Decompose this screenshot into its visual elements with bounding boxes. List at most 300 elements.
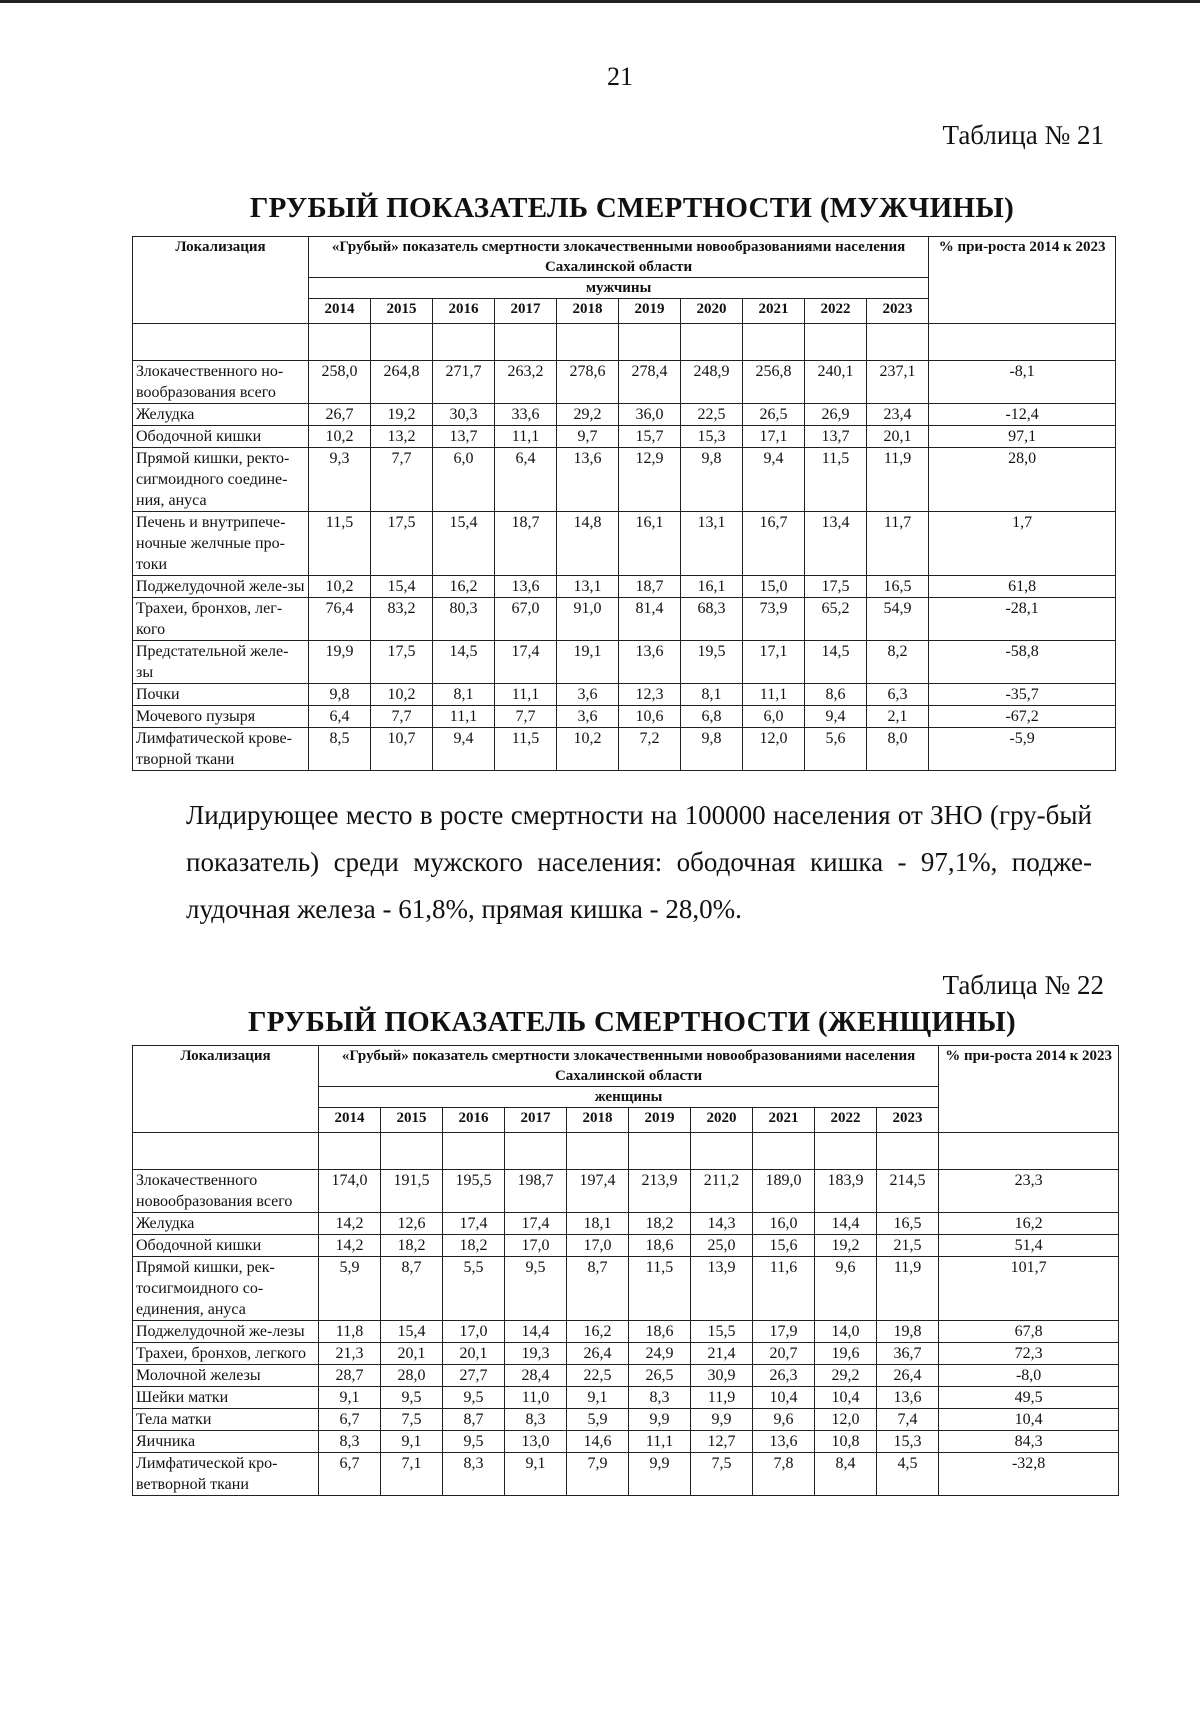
value-cell: 11,5 bbox=[629, 1257, 691, 1321]
year-header: 2016 bbox=[433, 299, 495, 324]
value-cell: 13,7 bbox=[433, 426, 495, 448]
value-cell: 12,3 bbox=[619, 684, 681, 706]
value-cell: 7,8 bbox=[753, 1453, 815, 1496]
value-cell: 28,0 bbox=[381, 1365, 443, 1387]
growth-cell: -5,9 bbox=[929, 728, 1116, 771]
value-cell: 91,0 bbox=[557, 598, 619, 641]
row-label: Молочной железы bbox=[133, 1365, 319, 1387]
year-header: 2019 bbox=[619, 299, 681, 324]
value-cell: 20,1 bbox=[443, 1343, 505, 1365]
year-header: 2021 bbox=[753, 1108, 815, 1133]
value-cell: 13,4 bbox=[805, 512, 867, 576]
value-cell: 9,3 bbox=[309, 448, 371, 512]
value-cell: 11,9 bbox=[867, 448, 929, 512]
growth-cell: -32,8 bbox=[939, 1453, 1119, 1496]
value-cell: 54,9 bbox=[867, 598, 929, 641]
table-row bbox=[133, 512, 1116, 576]
value-cell: 29,2 bbox=[815, 1365, 877, 1387]
value-cell: 17,4 bbox=[495, 641, 557, 684]
value-cell: 9,6 bbox=[815, 1257, 877, 1321]
table-row bbox=[133, 684, 1116, 706]
row-label: Поджелудочной же-лезы bbox=[133, 1321, 319, 1343]
value-cell: 12,0 bbox=[815, 1409, 877, 1431]
year-header: 2020 bbox=[681, 299, 743, 324]
value-cell: 10,4 bbox=[815, 1387, 877, 1409]
table-22-title: ГРУБЫЙ ПОКАЗАТЕЛЬ СМЕРТНОСТИ (ЖЕНЩИНЫ) bbox=[248, 1006, 1016, 1038]
value-cell: 20,1 bbox=[867, 426, 929, 448]
growth-cell: 51,4 bbox=[939, 1235, 1119, 1257]
value-cell: 8,5 bbox=[309, 728, 371, 771]
value-cell: 263,2 bbox=[495, 361, 557, 404]
growth-cell: -58,8 bbox=[929, 641, 1116, 684]
value-cell: 14,3 bbox=[691, 1213, 753, 1235]
value-cell: 10,2 bbox=[371, 684, 433, 706]
table-21-title: ГРУБЫЙ ПОКАЗАТЕЛЬ СМЕРТНОСТИ (МУЖЧИНЫ) bbox=[249, 192, 1015, 224]
value-cell: 5,9 bbox=[319, 1257, 381, 1321]
year-header: 2017 bbox=[495, 299, 557, 324]
value-cell: 22,5 bbox=[567, 1365, 629, 1387]
year-header: 2018 bbox=[557, 299, 619, 324]
value-cell: 11,9 bbox=[877, 1257, 939, 1321]
value-cell: 197,4 bbox=[567, 1170, 629, 1213]
value-cell: 6,4 bbox=[309, 706, 371, 728]
growth-cell: 67,8 bbox=[939, 1321, 1119, 1343]
value-cell: 16,7 bbox=[743, 512, 805, 576]
value-cell: 16,1 bbox=[619, 512, 681, 576]
value-cell: 198,7 bbox=[505, 1170, 567, 1213]
value-cell: 10,6 bbox=[619, 706, 681, 728]
row-label: Ободочной кишки bbox=[133, 426, 309, 448]
value-cell: 13,6 bbox=[495, 576, 557, 598]
value-cell: 6,3 bbox=[867, 684, 929, 706]
table-row bbox=[133, 1343, 1119, 1365]
value-cell: 30,3 bbox=[433, 404, 495, 426]
value-cell: 271,7 bbox=[433, 361, 495, 404]
value-cell: 8,7 bbox=[381, 1257, 443, 1321]
growth-cell: -8,0 bbox=[939, 1365, 1119, 1387]
header-localization: Локализация bbox=[133, 1046, 319, 1133]
value-cell: 214,5 bbox=[877, 1170, 939, 1213]
value-cell: 23,4 bbox=[867, 404, 929, 426]
row-label: Мочевого пузыря bbox=[133, 706, 309, 728]
value-cell: 13,6 bbox=[877, 1387, 939, 1409]
row-label: Трахеи, бронхов, лег-кого bbox=[133, 598, 309, 641]
growth-cell: 1,7 bbox=[929, 512, 1116, 576]
row-label: Яичника bbox=[133, 1431, 319, 1453]
header-sex: женщины bbox=[319, 1087, 939, 1108]
value-cell: 5,5 bbox=[443, 1257, 505, 1321]
table-row bbox=[133, 1170, 1119, 1213]
year-header: 2022 bbox=[805, 299, 867, 324]
year-header: 2018 bbox=[567, 1108, 629, 1133]
growth-cell: 84,3 bbox=[939, 1431, 1119, 1453]
value-cell: 12,6 bbox=[381, 1213, 443, 1235]
value-cell: 17,0 bbox=[443, 1321, 505, 1343]
value-cell: 13,0 bbox=[505, 1431, 567, 1453]
row-label: Шейки матки bbox=[133, 1387, 319, 1409]
value-cell: 9,8 bbox=[681, 728, 743, 771]
value-cell: 29,2 bbox=[557, 404, 619, 426]
growth-cell: 101,7 bbox=[939, 1257, 1119, 1321]
value-cell: 15,4 bbox=[433, 512, 495, 576]
value-cell: 26,4 bbox=[877, 1365, 939, 1387]
value-cell: 191,5 bbox=[381, 1170, 443, 1213]
value-cell: 189,0 bbox=[753, 1170, 815, 1213]
value-cell: 21,3 bbox=[319, 1343, 381, 1365]
value-cell: 8,6 bbox=[805, 684, 867, 706]
value-cell: 9,1 bbox=[505, 1453, 567, 1496]
year-header: 2022 bbox=[815, 1108, 877, 1133]
value-cell: 19,5 bbox=[681, 641, 743, 684]
year-header: 2021 bbox=[743, 299, 805, 324]
header-growth: % при-роста 2014 к 2023 bbox=[939, 1046, 1119, 1133]
table-21-men-mortality bbox=[132, 236, 1116, 771]
value-cell: 10,2 bbox=[557, 728, 619, 771]
growth-cell: -35,7 bbox=[929, 684, 1116, 706]
value-cell: 14,5 bbox=[433, 641, 495, 684]
value-cell: 11,5 bbox=[309, 512, 371, 576]
value-cell: 9,8 bbox=[681, 448, 743, 512]
value-cell: 19,2 bbox=[371, 404, 433, 426]
value-cell: 10,7 bbox=[371, 728, 433, 771]
row-label: Ободочной кишки bbox=[133, 1235, 319, 1257]
year-header: 2014 bbox=[309, 299, 371, 324]
table-row bbox=[133, 361, 1116, 404]
table-row bbox=[133, 598, 1116, 641]
table-22-women-mortality bbox=[132, 1045, 1119, 1496]
value-cell: 27,7 bbox=[443, 1365, 505, 1387]
value-cell: 16,5 bbox=[867, 576, 929, 598]
value-cell: 15,3 bbox=[877, 1431, 939, 1453]
value-cell: 81,4 bbox=[619, 598, 681, 641]
value-cell: 8,3 bbox=[629, 1387, 691, 1409]
value-cell: 28,7 bbox=[319, 1365, 381, 1387]
value-cell: 8,3 bbox=[505, 1409, 567, 1431]
value-cell: 13,7 bbox=[805, 426, 867, 448]
value-cell: 6,7 bbox=[319, 1453, 381, 1496]
value-cell: 7,5 bbox=[691, 1453, 753, 1496]
value-cell: 7,7 bbox=[371, 448, 433, 512]
value-cell: 36,7 bbox=[877, 1343, 939, 1365]
table-row bbox=[133, 1409, 1119, 1431]
year-header: 2023 bbox=[867, 299, 929, 324]
growth-cell: -67,2 bbox=[929, 706, 1116, 728]
value-cell: 13,2 bbox=[371, 426, 433, 448]
value-cell: 9,1 bbox=[567, 1387, 629, 1409]
value-cell: 9,8 bbox=[309, 684, 371, 706]
value-cell: 11,1 bbox=[495, 426, 557, 448]
value-cell: 19,3 bbox=[505, 1343, 567, 1365]
growth-cell: -12,4 bbox=[929, 404, 1116, 426]
row-label: Прямой кишки, ректо-сигмоидного соедине-ния, ануса bbox=[133, 448, 309, 512]
growth-cell: 10,4 bbox=[939, 1409, 1119, 1431]
value-cell: 7,9 bbox=[567, 1453, 629, 1496]
value-cell: 14,4 bbox=[815, 1213, 877, 1235]
value-cell: 8,3 bbox=[319, 1431, 381, 1453]
growth-cell: 72,3 bbox=[939, 1343, 1119, 1365]
table-row bbox=[133, 1453, 1119, 1496]
value-cell: 8,1 bbox=[433, 684, 495, 706]
value-cell: 14,6 bbox=[567, 1431, 629, 1453]
table-row bbox=[133, 1387, 1119, 1409]
value-cell: 80,3 bbox=[433, 598, 495, 641]
value-cell: 174,0 bbox=[319, 1170, 381, 1213]
value-cell: 18,6 bbox=[629, 1321, 691, 1343]
value-cell: 13,6 bbox=[557, 448, 619, 512]
year-header: 2023 bbox=[877, 1108, 939, 1133]
value-cell: 8,2 bbox=[867, 641, 929, 684]
page-number: 21 bbox=[607, 62, 633, 91]
value-cell: 7,7 bbox=[371, 706, 433, 728]
row-label: Желудка bbox=[133, 404, 309, 426]
table-row bbox=[133, 426, 1116, 448]
value-cell: 264,8 bbox=[371, 361, 433, 404]
year-header: 2014 bbox=[319, 1108, 381, 1133]
value-cell: 248,9 bbox=[681, 361, 743, 404]
value-cell: 8,0 bbox=[867, 728, 929, 771]
value-cell: 11,6 bbox=[753, 1257, 815, 1321]
value-cell: 7,5 bbox=[381, 1409, 443, 1431]
value-cell: 17,5 bbox=[371, 641, 433, 684]
value-cell: 21,4 bbox=[691, 1343, 753, 1365]
value-cell: 5,6 bbox=[805, 728, 867, 771]
value-cell: 11,9 bbox=[691, 1387, 753, 1409]
value-cell: 17,9 bbox=[753, 1321, 815, 1343]
value-cell: 15,6 bbox=[753, 1235, 815, 1257]
table-row bbox=[133, 448, 1116, 512]
value-cell: 11,1 bbox=[433, 706, 495, 728]
value-cell: 36,0 bbox=[619, 404, 681, 426]
value-cell: 18,2 bbox=[629, 1213, 691, 1235]
value-cell: 11,7 bbox=[867, 512, 929, 576]
value-cell: 9,4 bbox=[805, 706, 867, 728]
value-cell: 6,0 bbox=[433, 448, 495, 512]
table-row bbox=[133, 1235, 1119, 1257]
value-cell: 8,1 bbox=[681, 684, 743, 706]
table-21-body bbox=[133, 324, 1116, 771]
growth-cell: 49,5 bbox=[939, 1387, 1119, 1409]
value-cell: 14,4 bbox=[505, 1321, 567, 1343]
value-cell: 278,6 bbox=[557, 361, 619, 404]
value-cell: 83,2 bbox=[371, 598, 433, 641]
value-cell: 10,2 bbox=[309, 576, 371, 598]
spacer-row bbox=[133, 1133, 1119, 1170]
year-header: 2015 bbox=[381, 1108, 443, 1133]
row-label: Печень и внутрипече-ночные желчные про-токи bbox=[133, 512, 309, 576]
value-cell: 16,0 bbox=[753, 1213, 815, 1235]
value-cell: 18,7 bbox=[619, 576, 681, 598]
value-cell: 17,4 bbox=[443, 1213, 505, 1235]
value-cell: 12,0 bbox=[743, 728, 805, 771]
header-main: «Грубый» показатель смертности злокачественными новообразованиями населения Сахалинской области bbox=[309, 237, 929, 278]
growth-cell: 97,1 bbox=[929, 426, 1116, 448]
year-header: 2016 bbox=[443, 1108, 505, 1133]
value-cell: 26,4 bbox=[567, 1343, 629, 1365]
table-row bbox=[133, 1431, 1119, 1453]
row-label: Лимфатической кро-ветворной ткани bbox=[133, 1453, 319, 1496]
value-cell: 14,2 bbox=[319, 1213, 381, 1235]
value-cell: 14,2 bbox=[319, 1235, 381, 1257]
table-row bbox=[133, 1365, 1119, 1387]
value-cell: 6,4 bbox=[495, 448, 557, 512]
growth-cell: 28,0 bbox=[929, 448, 1116, 512]
value-cell: 17,0 bbox=[567, 1235, 629, 1257]
year-header: 2020 bbox=[691, 1108, 753, 1133]
summary-paragraph: Лидирующее место в росте смертности на 100000 населения от ЗНО (гру-бый показатель) среди мужского населения: ободочная кишка - 97,1%, подже-лудочная железа - 61,8%, прямая кишка - 28,0%. bbox=[186, 800, 1092, 924]
table-row bbox=[133, 706, 1116, 728]
header-sex: мужчины bbox=[309, 278, 929, 299]
value-cell: 13,6 bbox=[619, 641, 681, 684]
value-cell: 76,4 bbox=[309, 598, 371, 641]
row-label: Поджелудочной желе-зы bbox=[133, 576, 309, 598]
table-row bbox=[133, 728, 1116, 771]
value-cell: 9,5 bbox=[505, 1257, 567, 1321]
value-cell: 10,8 bbox=[815, 1431, 877, 1453]
value-cell: 9,7 bbox=[557, 426, 619, 448]
value-cell: 12,7 bbox=[691, 1431, 753, 1453]
value-cell: 8,3 bbox=[443, 1453, 505, 1496]
value-cell: 9,9 bbox=[691, 1409, 753, 1431]
value-cell: 17,5 bbox=[805, 576, 867, 598]
value-cell: 3,6 bbox=[557, 706, 619, 728]
value-cell: 7,4 bbox=[877, 1409, 939, 1431]
value-cell: 21,5 bbox=[877, 1235, 939, 1257]
value-cell: 211,2 bbox=[691, 1170, 753, 1213]
value-cell: 11,1 bbox=[743, 684, 805, 706]
value-cell: 7,2 bbox=[619, 728, 681, 771]
value-cell: 10,4 bbox=[753, 1387, 815, 1409]
value-cell: 6,0 bbox=[743, 706, 805, 728]
value-cell: 15,7 bbox=[619, 426, 681, 448]
value-cell: 9,1 bbox=[319, 1387, 381, 1409]
growth-cell: 61,8 bbox=[929, 576, 1116, 598]
value-cell: 17,1 bbox=[743, 426, 805, 448]
table-row bbox=[133, 404, 1116, 426]
spacer-row bbox=[133, 324, 1116, 361]
value-cell: 16,2 bbox=[567, 1321, 629, 1343]
value-cell: 13,1 bbox=[557, 576, 619, 598]
value-cell: 237,1 bbox=[867, 361, 929, 404]
value-cell: 18,2 bbox=[443, 1235, 505, 1257]
value-cell: 9,9 bbox=[629, 1453, 691, 1496]
value-cell: 18,1 bbox=[567, 1213, 629, 1235]
value-cell: 9,5 bbox=[381, 1387, 443, 1409]
row-label: Тела матки bbox=[133, 1409, 319, 1431]
row-label: Злокачественного новообразования всего bbox=[133, 1170, 319, 1213]
value-cell: 14,8 bbox=[557, 512, 619, 576]
value-cell: 256,8 bbox=[743, 361, 805, 404]
row-label: Почки bbox=[133, 684, 309, 706]
value-cell: 24,9 bbox=[629, 1343, 691, 1365]
value-cell: 183,9 bbox=[815, 1170, 877, 1213]
header-localization: Локализация bbox=[133, 237, 309, 324]
value-cell: 19,1 bbox=[557, 641, 619, 684]
value-cell: 17,0 bbox=[505, 1235, 567, 1257]
table-row bbox=[133, 1257, 1119, 1321]
value-cell: 14,5 bbox=[805, 641, 867, 684]
table-row bbox=[133, 1213, 1119, 1235]
value-cell: 19,6 bbox=[815, 1343, 877, 1365]
value-cell: 73,9 bbox=[743, 598, 805, 641]
growth-cell: 16,2 bbox=[939, 1213, 1119, 1235]
header-growth: % при-роста 2014 к 2023 bbox=[929, 237, 1116, 324]
value-cell: 15,5 bbox=[691, 1321, 753, 1343]
value-cell: 16,1 bbox=[681, 576, 743, 598]
value-cell: 9,4 bbox=[433, 728, 495, 771]
value-cell: 278,4 bbox=[619, 361, 681, 404]
value-cell: 8,7 bbox=[567, 1257, 629, 1321]
value-cell: 65,2 bbox=[805, 598, 867, 641]
growth-cell: -28,1 bbox=[929, 598, 1116, 641]
row-label: Злокачественного но-вообразования всего bbox=[133, 361, 309, 404]
row-label: Трахеи, бронхов, легкого bbox=[133, 1343, 319, 1365]
growth-cell: 23,3 bbox=[939, 1170, 1119, 1213]
value-cell: 6,7 bbox=[319, 1409, 381, 1431]
year-header: 2015 bbox=[371, 299, 433, 324]
value-cell: 213,9 bbox=[629, 1170, 691, 1213]
value-cell: 9,6 bbox=[753, 1409, 815, 1431]
table-row bbox=[133, 1321, 1119, 1343]
value-cell: 33,6 bbox=[495, 404, 557, 426]
value-cell: 258,0 bbox=[309, 361, 371, 404]
value-cell: 26,3 bbox=[753, 1365, 815, 1387]
value-cell: 14,0 bbox=[815, 1321, 877, 1343]
value-cell: 6,8 bbox=[681, 706, 743, 728]
value-cell: 9,5 bbox=[443, 1387, 505, 1409]
value-cell: 26,5 bbox=[743, 404, 805, 426]
growth-cell: -8,1 bbox=[929, 361, 1116, 404]
value-cell: 26,7 bbox=[309, 404, 371, 426]
value-cell: 11,8 bbox=[319, 1321, 381, 1343]
value-cell: 67,0 bbox=[495, 598, 557, 641]
value-cell: 9,5 bbox=[443, 1431, 505, 1453]
value-cell: 9,1 bbox=[381, 1431, 443, 1453]
value-cell: 30,9 bbox=[691, 1365, 753, 1387]
value-cell: 195,5 bbox=[443, 1170, 505, 1213]
value-cell: 12,9 bbox=[619, 448, 681, 512]
value-cell: 8,4 bbox=[815, 1453, 877, 1496]
value-cell: 20,7 bbox=[753, 1343, 815, 1365]
value-cell: 25,0 bbox=[691, 1235, 753, 1257]
top-rule bbox=[0, 0, 1200, 3]
value-cell: 16,5 bbox=[877, 1213, 939, 1235]
table-row bbox=[133, 576, 1116, 598]
value-cell: 17,1 bbox=[743, 641, 805, 684]
value-cell: 15,3 bbox=[681, 426, 743, 448]
value-cell: 17,4 bbox=[505, 1213, 567, 1235]
value-cell: 8,7 bbox=[443, 1409, 505, 1431]
value-cell: 17,5 bbox=[371, 512, 433, 576]
row-label: Желудка bbox=[133, 1213, 319, 1235]
value-cell: 2,1 bbox=[867, 706, 929, 728]
value-cell: 18,6 bbox=[629, 1235, 691, 1257]
value-cell: 5,9 bbox=[567, 1409, 629, 1431]
value-cell: 11,1 bbox=[495, 684, 557, 706]
value-cell: 4,5 bbox=[877, 1453, 939, 1496]
value-cell: 19,2 bbox=[815, 1235, 877, 1257]
value-cell: 15,4 bbox=[381, 1321, 443, 1343]
table-row bbox=[133, 641, 1116, 684]
row-label: Прямой кишки, рек-тосигмоидного со-единения, ануса bbox=[133, 1257, 319, 1321]
value-cell: 13,1 bbox=[681, 512, 743, 576]
row-label: Лимфатической крове-творной ткани bbox=[133, 728, 309, 771]
value-cell: 13,6 bbox=[753, 1431, 815, 1453]
value-cell: 9,4 bbox=[743, 448, 805, 512]
header-main: «Грубый» показатель смертности злокачественными новообразованиями населения Сахалинской области bbox=[319, 1046, 939, 1087]
value-cell: 11,5 bbox=[805, 448, 867, 512]
value-cell: 18,7 bbox=[495, 512, 557, 576]
value-cell: 7,1 bbox=[381, 1453, 443, 1496]
